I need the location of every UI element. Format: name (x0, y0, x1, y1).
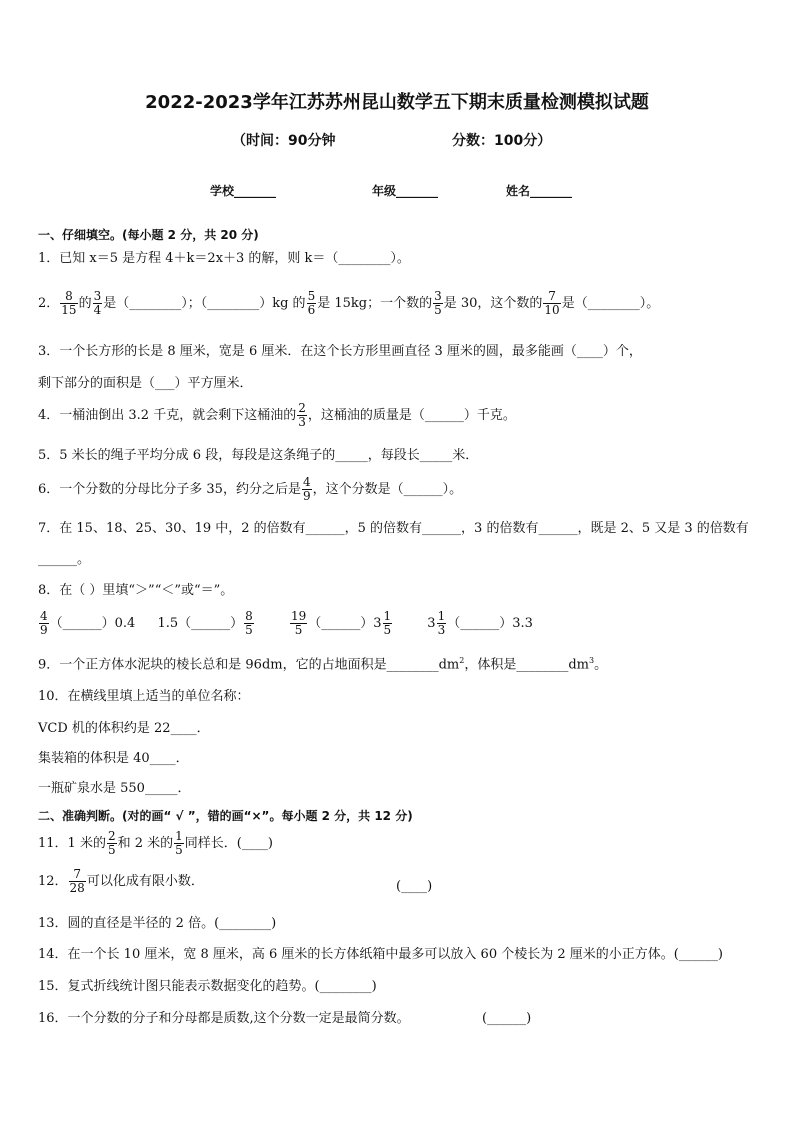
question-16: 16．一个分数的分子和分母都是质数,这个分数一定是最简分数。 (38, 1011, 410, 1026)
compare-item-3: $\frac{19}{5}$ （______）3 $\frac{1}{5}$ (290, 609, 392, 638)
name-field: 姓名_______ (506, 184, 573, 198)
question-10-a: VCD 机的体积约是 22____． (38, 721, 210, 736)
fraction: $\frac{1}{5}$ (383, 609, 392, 638)
question-3-line-1: 3．一个长方形的长是 8 厘米，宽是 6 厘米．在这个长方形里画直径 3 厘米的圆，最多能画（____）个， (38, 344, 642, 359)
question-10: 10．在横线里填上适当的单位名称： (38, 689, 250, 704)
grade-field: 年级_______ (372, 184, 439, 198)
fraction: $\frac{8}{15}$ (61, 289, 77, 318)
question-12-answer: (____) (396, 879, 433, 894)
compare-item-1: $\frac{4}{9}$ （______）0.4 (40, 609, 136, 638)
fraction: $\frac{1}{5}$ (175, 829, 183, 858)
question-8-items (38, 610, 533, 637)
fraction: $\frac{5}{6}$ (307, 289, 316, 318)
fraction: $\frac{4}{9}$ (302, 475, 311, 504)
page-title: 2022-2023学年江苏苏州昆山数学五下期末质量检测模拟试题 (145, 92, 649, 113)
question-5: 5．5 米长的绳子平均分成 6 段，每段是这条绳子的_____，每段长_____米． (38, 448, 479, 463)
question-8: 8．在（ ）里填“＞”“＜”或“＝”。 (38, 583, 234, 598)
question-11: 11．1 米的 $\frac{2}{5}$ 和 2 米的 $\frac{1}{5}$ 同样长．(____) (38, 829, 273, 858)
exam-time: （时间：90分钟 (232, 133, 336, 149)
question-1: 1．已知 x＝5 是方程 4＋k＝2x＋3 的解，则 k＝（________）。 (38, 251, 410, 266)
fraction: $\frac{2}{5}$ (107, 829, 116, 858)
question-9: 9．一个正方体水泥块的棱长总和是 96dm，它的占地面积是$\_\_\_\_\_\_\_\_dm^2$，体积是$\_\_\_\_\_\_\_\_dm^3$。 (38, 656, 608, 673)
section-1-heading: 一、仔细填空。(每小题 2 分，共 20 分) (38, 228, 259, 242)
question-3-line-2: 剩下部分的面积是（___）平方厘米． (38, 376, 253, 391)
fraction: $\frac{8}{5}$ (245, 609, 253, 638)
question-7-line-1: 7．在 15、18、25、30、19 中，2 的倍数有______，5 的倍数有______，3 的倍数有______，既是 2、5 又是 3 的倍数有 (38, 521, 749, 536)
section-2-heading: 二、准确判断。(对的画“ √ ”，错的画“×”。每小题 2 分，共 12 分) (38, 809, 413, 823)
question-4: 4．一桶油倒出 3.2 千克，就会剩下这桶油的 $\frac{2}{3}$ ，这桶油的质量是（______）千克。 (38, 401, 516, 430)
question-10-c: 一瓶矿泉水是 550_____． (38, 781, 191, 796)
exam-score: 分数：100分） (452, 133, 552, 149)
question-10-b: 集装箱的体积是 40____． (38, 751, 189, 766)
fraction: $\frac{2}{3}$ (298, 401, 306, 430)
question-13: 13．圆的直径是半径的 2 倍。(________) (38, 916, 277, 931)
question-2: 2． $\frac{8}{15}$ 的 $\frac{3}{4}$ 是（________）；（________）kg 的 $\frac{5}{6}$ 是 15kg；一个数的 $\frac{3}{5}$ 是 30，这个数的 $\frac{7}{10}$ 是（________）。 (38, 289, 660, 318)
fraction: $\frac{7}{10}$ (544, 289, 560, 318)
fraction: $\frac{4}{9}$ (40, 609, 48, 638)
fraction: $\frac{3}{4}$ (93, 289, 102, 318)
fraction: $\frac{1}{3}$ (437, 609, 446, 638)
question-15: 15．复式折线统计图只能表示数据变化的趋势。(________) (38, 979, 377, 994)
question-12: 12． $\frac{7}{28}$ 可以化成有限小数． (38, 867, 204, 896)
compare-item-2: 1.5（______） $\frac{8}{5}$ (157, 609, 253, 638)
question-6: 6．一个分数的分母比分子多 35，约分之后是 $\frac{4}{9}$ ，这个分数是（______）。 (38, 475, 463, 504)
fraction: $\frac{3}{5}$ (434, 289, 442, 318)
school-field: 学校_______ (210, 184, 277, 198)
question-16-answer: (______) (482, 1011, 532, 1026)
fraction: $\frac{7}{28}$ (69, 867, 85, 896)
compare-item-4: 3 $\frac{1}{3}$ （______）3.3 (427, 609, 533, 638)
fraction: $\frac{19}{5}$ (290, 609, 307, 638)
question-14: 14．在一个长 10 厘米，宽 8 厘米，高 6 厘米的长方体纸箱中最多可以放入 60 个棱长为 2 厘米的小正方体。(______) (38, 947, 723, 962)
question-7-line-2: ______。 (38, 552, 91, 567)
